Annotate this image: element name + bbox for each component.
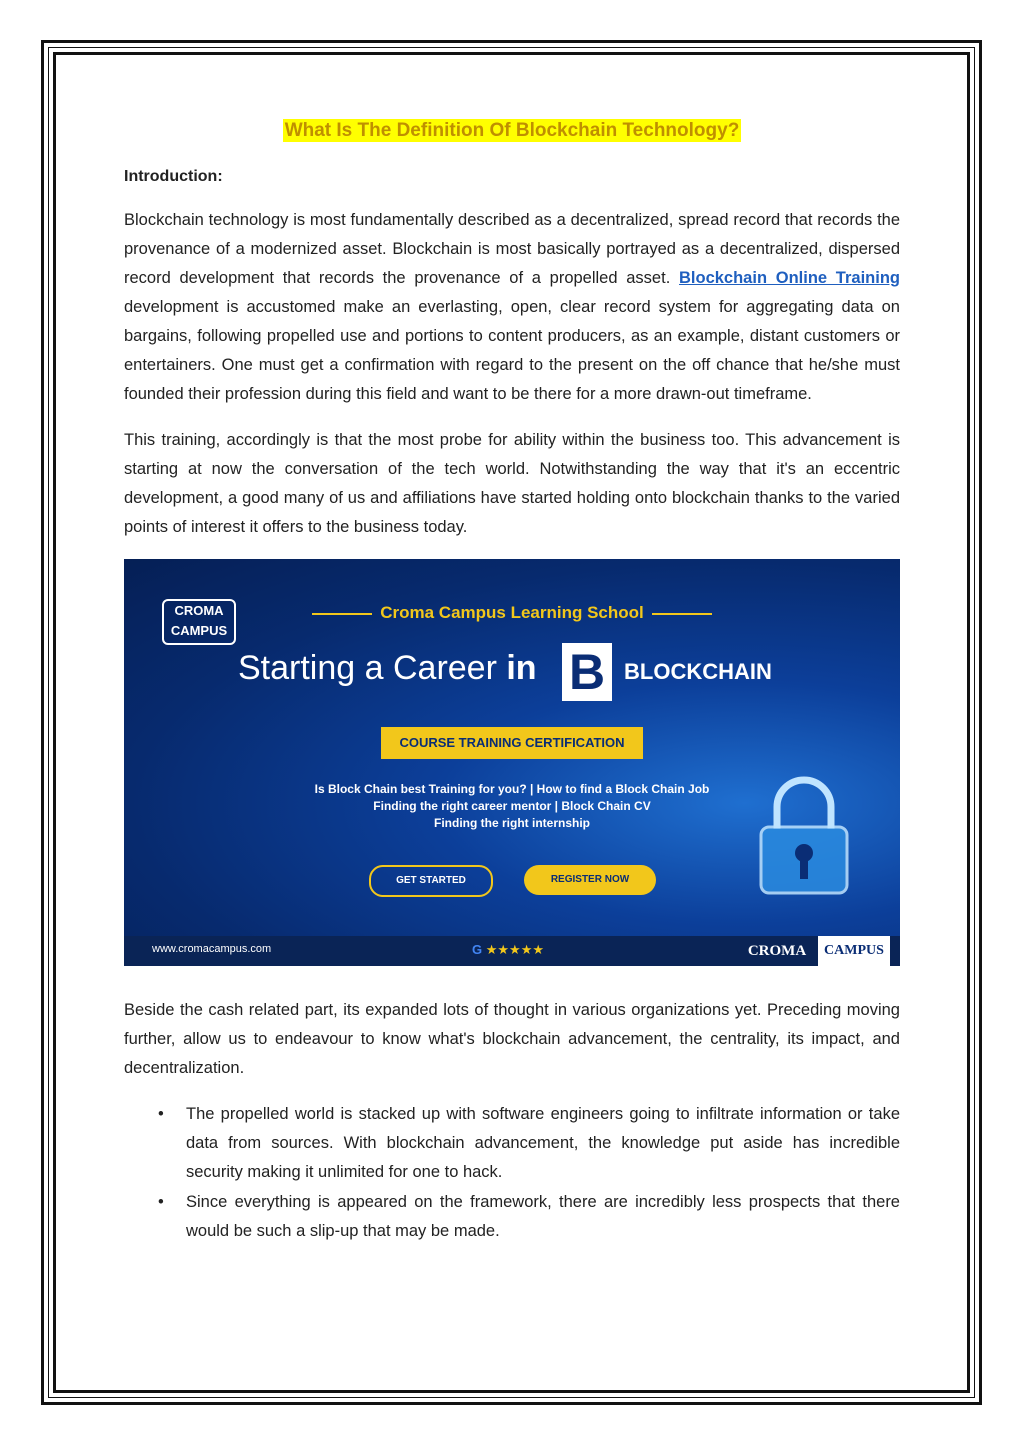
blockchain-training-link[interactable]: Blockchain Online Training [679, 269, 900, 287]
header-line-right [652, 613, 712, 615]
list-item-text: The propelled world is stacked up with software engineers going to infiltrate information or take data from sources. With blockchain advancement, the knowledge put aside has incredible security making it unlimited for one to hack. [186, 1105, 900, 1181]
get-started-button: GET STARTED [369, 865, 493, 897]
google-icon: G [472, 942, 483, 957]
bullet-icon: • [158, 1105, 164, 1123]
banner-header-text: Croma Campus Learning School [380, 603, 644, 622]
banner-topics [274, 781, 750, 832]
register-now-button: REGISTER NOW [524, 865, 656, 895]
bullet-icon: • [158, 1193, 164, 1211]
topic-line-3: Finding the right internship [434, 816, 590, 830]
document-body [124, 120, 900, 1247]
paragraph-intro-text-2: development is accustomed make an everlasting, open, clear record system for aggregating data on bargains, following propelled use and portions to content producers, as an example, distant customers or entertainers. One must get a confirmation with regard to the present on the off chance that he/she must founded their profession during this field and want to be there for a more drawn-out timeframe. [124, 298, 900, 403]
website-url: www.cromacampus.com [152, 943, 272, 955]
list-item [158, 1188, 900, 1246]
topic-line-1: Is Block Chain best Training for you? | How to find a Block Chain Job [314, 782, 710, 796]
banner-header [124, 603, 900, 623]
paragraph-intro-text-1: Blockchain technology is most fundamentally described as a decentralized, spread record that records the provenance of a modernized asset. Blockchain is most basically portrayed as a decentralized, dispersed record development that records the provenance of a propelled asset. [124, 211, 900, 287]
blockchain-wordmark: BLOCKCHAIN [624, 659, 772, 684]
intro-heading: Introduction: [124, 168, 223, 185]
banner-footer [124, 936, 900, 966]
document-title: What Is The Definition Of Blockchain Technology? [284, 120, 740, 141]
paragraph-beside: Beside the cash related part, its expanded lots of thought in various organizations yet. Preceding moving further, allow us to endeavour to know what's blockchain advancement, the centrality, its impact, and decentralization. [124, 1001, 900, 1077]
headline-text: Starting a Career [238, 649, 507, 687]
blockchain-b-icon: B [562, 643, 612, 701]
list-item-text: Since everything is appeared on the framework, there are incredibly less prospects that there would be such a slip-up that may be made. [186, 1193, 900, 1240]
stars-icon: ★★★★★ [485, 942, 545, 957]
padlock-icon [749, 769, 859, 899]
list-item [158, 1100, 900, 1187]
header-line-left [312, 613, 372, 615]
brand-croma: CROMA [747, 943, 807, 959]
benefit-list [124, 1100, 900, 1246]
topic-line-2: Finding the right career mentor | Block Chain CV [373, 799, 651, 813]
rating-stars [472, 942, 544, 958]
headline-in: in [506, 649, 537, 687]
certification-badge: COURSE TRAINING CERTIFICATION [381, 727, 643, 759]
paragraph-training: This training, accordingly is that the most probe for ability within the business too. This advancement is starting at now the conversation of the tech world. Notwithstanding the way that it's an eccentric development, a good many of us and affiliations have started holding onto blockchain thanks to the varied points of interest it offers to the business today. [124, 431, 900, 536]
brand-campus: CAMPUS [818, 936, 890, 966]
banner-headline [238, 649, 537, 688]
title-wrap [124, 120, 900, 142]
promo-banner-image [124, 559, 900, 966]
paragraph-intro [124, 206, 900, 409]
croma-campus-logo: CROMA CAMPUS [162, 599, 236, 645]
